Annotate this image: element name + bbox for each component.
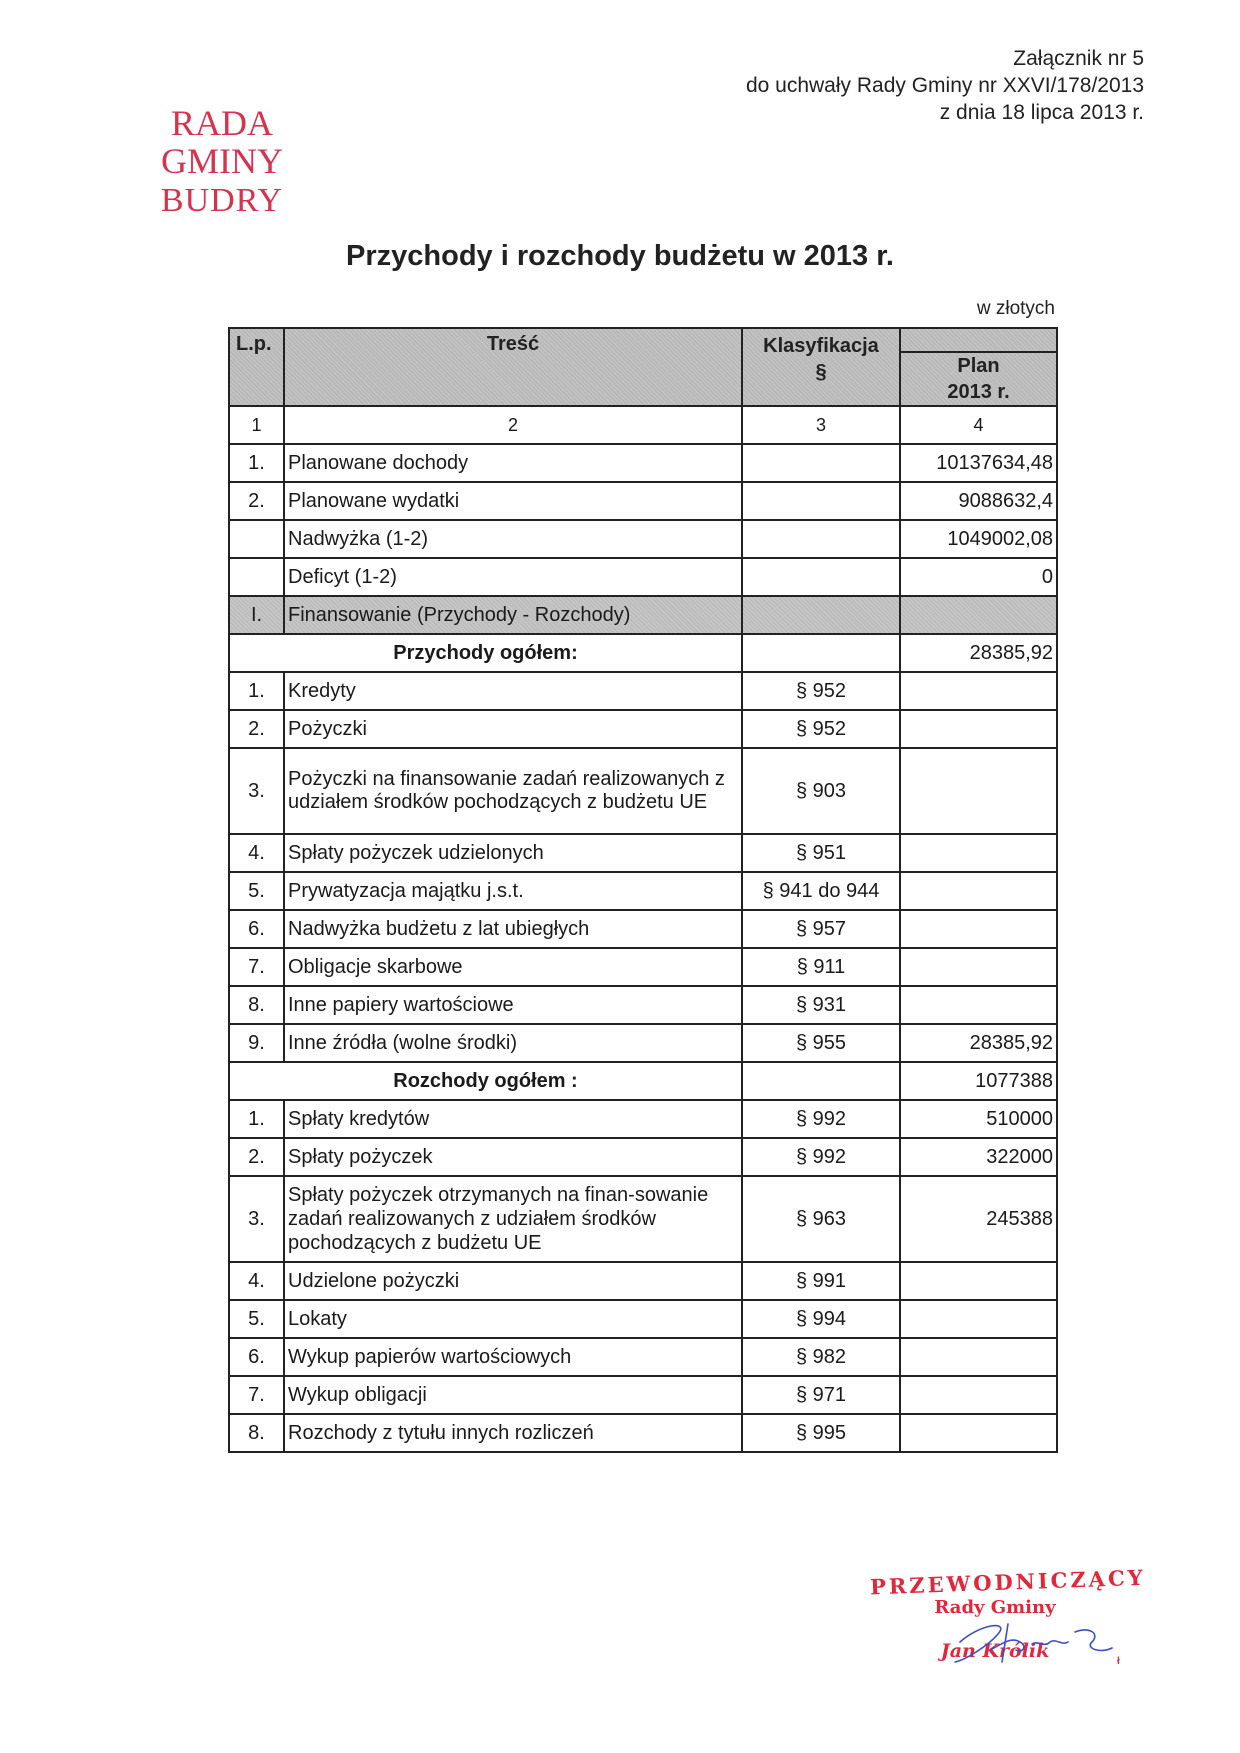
cell-tresc: Lokaty (284, 1300, 742, 1338)
table-row (229, 1376, 1057, 1414)
cell-tresc: Pożyczki (284, 710, 742, 748)
cell-lp (229, 520, 284, 558)
table-row (229, 748, 1057, 834)
expenditure-total-label: Rozchody ogółem : (229, 1062, 742, 1100)
cell-tresc: Inne źródła (wolne środki) (284, 1024, 742, 1062)
cell-tresc: Wykup obligacji (284, 1376, 742, 1414)
header-plan-year: 2013 r. (947, 381, 1010, 403)
cell-lp: 3. (229, 748, 284, 834)
annex-resolution: do uchwały Rady Gminy nr XXVI/178/2013 (745, 74, 1144, 97)
cell-klasyfikacja: § 992 (742, 1100, 900, 1138)
table-row (229, 948, 1057, 986)
cell-lp: 5. (229, 1300, 284, 1338)
revenue-total-value: 28385,92 (900, 634, 1057, 672)
cell-klasyfikacja: § 994 (742, 1300, 900, 1338)
header-klasyfikacja (742, 328, 900, 406)
table-row (229, 710, 1057, 748)
cell-tresc: Inne papiery wartościowe (284, 986, 742, 1024)
cell-tresc: Spłaty pożyczek (284, 1138, 742, 1176)
cell-klasyfikacja: § 952 (742, 672, 900, 710)
revenue-total-row (229, 634, 1057, 672)
cell-klasyfikacja: § 911 (742, 948, 900, 986)
cell-klasyfikacja: § 955 (742, 1024, 900, 1062)
cell-plan: 28385,92 (900, 1024, 1057, 1062)
cell-tresc: Nadwyżka budżetu z lat ubiegłych (284, 910, 742, 948)
table-row (229, 482, 1057, 520)
cell-plan (900, 1414, 1057, 1452)
column-number: 1 (229, 406, 284, 444)
currency-unit-note: w złotych (976, 298, 1055, 319)
cell-lp: 2. (229, 710, 284, 748)
table-row (229, 520, 1057, 558)
table-row (229, 444, 1057, 482)
cell-plan (900, 1338, 1057, 1376)
table-row (229, 1138, 1057, 1176)
expenditure-total-value: 1077388 (900, 1062, 1057, 1100)
annex-reference (746, 45, 1144, 126)
column-number-row (229, 406, 1057, 444)
cell-plan (900, 710, 1057, 748)
cell-tresc: Spłaty kredytów (284, 1100, 742, 1138)
cell-plan (900, 986, 1057, 1024)
cell-klasyfikacja: § 971 (742, 1376, 900, 1414)
cell-klasyfikacja: § 992 (742, 1138, 900, 1176)
cell-plan (900, 872, 1057, 910)
cell-plan: 10137634,48 (900, 444, 1057, 482)
cell-lp: 7. (229, 948, 284, 986)
cell-tresc: Planowane dochody (284, 444, 742, 482)
header-lp: L.p. (229, 328, 284, 406)
cell-klasyfikacja: § 982 (742, 1338, 900, 1376)
header-tresc: Treść (284, 328, 742, 406)
table-row (229, 1176, 1057, 1262)
chairman-stamp-role: PRZEWODNICZĄCY (869, 1564, 1147, 1600)
header-plan-top (900, 328, 1057, 352)
section-symbol: § (815, 361, 827, 383)
cell-plan (900, 672, 1057, 710)
cell-tresc: Nadwyżka (1-2) (284, 520, 742, 558)
handwritten-signature-icon (950, 1612, 1130, 1667)
council-stamp-line2: BUDRY (160, 181, 284, 219)
cell-plan: 0 (900, 558, 1057, 596)
cell-plan (900, 748, 1057, 834)
chairman-stamp-name: Jan Królik (940, 1640, 1050, 1662)
table-row (229, 672, 1057, 710)
margin-mark: ł (1117, 1656, 1120, 1667)
cell-tresc: Obligacje skarbowe (284, 948, 742, 986)
annex-number: Załącznik nr 5 (1013, 47, 1144, 70)
cell-lp: 3. (229, 1176, 284, 1262)
table-header-row (229, 328, 1057, 352)
cell-lp: 4. (229, 834, 284, 872)
council-stamp-line1: RADA GMINY (161, 103, 283, 181)
cell-plan (900, 910, 1057, 948)
cell-klasyfikacja (742, 482, 900, 520)
table-row (229, 872, 1057, 910)
cell-lp: 5. (229, 872, 284, 910)
header-klasyfikacja-label: Klasyfikacja (763, 335, 879, 357)
cell-klasyfikacja (742, 558, 900, 596)
cell-plan: 510000 (900, 1100, 1057, 1138)
cell-lp (229, 558, 284, 596)
cell-klasyfikacja: § 957 (742, 910, 900, 948)
chairman-stamp-body: Rady Gminy (934, 1597, 1056, 1618)
cell-plan (900, 1300, 1057, 1338)
cell-lp: 9. (229, 1024, 284, 1062)
cell-lp: 8. (229, 1414, 284, 1452)
cell-plan: 1049002,08 (900, 520, 1057, 558)
table-row (229, 558, 1057, 596)
cell-klasyfikacja (742, 444, 900, 482)
section-klasyfikacja (742, 596, 900, 634)
expenditure-total-row (229, 1062, 1057, 1100)
cell-plan (900, 1262, 1057, 1300)
cell-tresc: Rozchody z tytułu innych rozliczeń (284, 1414, 742, 1452)
cell-klasyfikacja: § 903 (742, 748, 900, 834)
cell-tresc: Prywatyzacja majątku j.s.t. (284, 872, 742, 910)
budget-table (228, 327, 1058, 1453)
cell-tresc: Kredyty (284, 672, 742, 710)
cell-tresc: Deficyt (1-2) (284, 558, 742, 596)
revenue-total-label: Przychody ogółem: (229, 634, 742, 672)
column-number: 3 (742, 406, 900, 444)
table-row (229, 910, 1057, 948)
expenditure-total-klasyfikacja (742, 1062, 900, 1100)
cell-lp: 2. (229, 1138, 284, 1176)
header-plan-label: Plan (957, 355, 1000, 377)
column-number: 4 (900, 406, 1057, 444)
cell-klasyfikacja: § 951 (742, 834, 900, 872)
cell-klasyfikacja: § 991 (742, 1262, 900, 1300)
table-row (229, 1262, 1057, 1300)
cell-plan (900, 1376, 1057, 1414)
cell-lp: 1. (229, 1100, 284, 1138)
header-plan (900, 352, 1057, 406)
cell-plan: 245388 (900, 1176, 1057, 1262)
section-title: Finansowanie (Przychody - Rozchody) (284, 596, 742, 634)
cell-plan (900, 834, 1057, 872)
table-row (229, 1024, 1057, 1062)
table-row (229, 1338, 1057, 1376)
cell-lp: 6. (229, 910, 284, 948)
cell-klasyfikacja: § 931 (742, 986, 900, 1024)
cell-tresc: Pożyczki na finansowanie zadań realizowanych z udziałem środków pochodzących z budżetu UE (284, 748, 742, 834)
cell-lp: 1. (229, 672, 284, 710)
cell-klasyfikacja: § 963 (742, 1176, 900, 1262)
cell-klasyfikacja (742, 520, 900, 558)
cell-plan (900, 948, 1057, 986)
table-row (229, 986, 1057, 1024)
cell-tresc: Spłaty pożyczek otrzymanych na finan-sowanie zadań realizowanych z udziałem środków pochodzących z budżetu UE (284, 1176, 742, 1262)
council-stamp (112, 105, 332, 218)
cell-tresc: Udzielone pożyczki (284, 1262, 742, 1300)
cell-lp: 7. (229, 1376, 284, 1414)
table-row (229, 834, 1057, 872)
cell-lp: 2. (229, 482, 284, 520)
cell-lp: 4. (229, 1262, 284, 1300)
table-row (229, 1100, 1057, 1138)
section-plan (900, 596, 1057, 634)
table-row (229, 1414, 1057, 1452)
cell-plan: 322000 (900, 1138, 1057, 1176)
section-row-financing (229, 596, 1057, 634)
cell-plan: 9088632,4 (900, 482, 1057, 520)
cell-lp: 1. (229, 444, 284, 482)
document-title: Przychody i rozchody budżetu w 2013 r. (346, 240, 894, 272)
column-number: 2 (284, 406, 742, 444)
cell-klasyfikacja: § 952 (742, 710, 900, 748)
cell-tresc: Planowane wydatki (284, 482, 742, 520)
cell-lp: 8. (229, 986, 284, 1024)
revenue-total-klasyfikacja (742, 634, 900, 672)
cell-tresc: Wykup papierów wartościowych (284, 1338, 742, 1376)
section-number: I. (229, 596, 284, 634)
annex-date: z dnia 18 lipca 2013 r. (939, 101, 1144, 124)
table-row (229, 1300, 1057, 1338)
cell-tresc: Spłaty pożyczek udzielonych (284, 834, 742, 872)
cell-lp: 6. (229, 1338, 284, 1376)
cell-klasyfikacja: § 941 do 944 (742, 872, 900, 910)
cell-klasyfikacja: § 995 (742, 1414, 900, 1452)
